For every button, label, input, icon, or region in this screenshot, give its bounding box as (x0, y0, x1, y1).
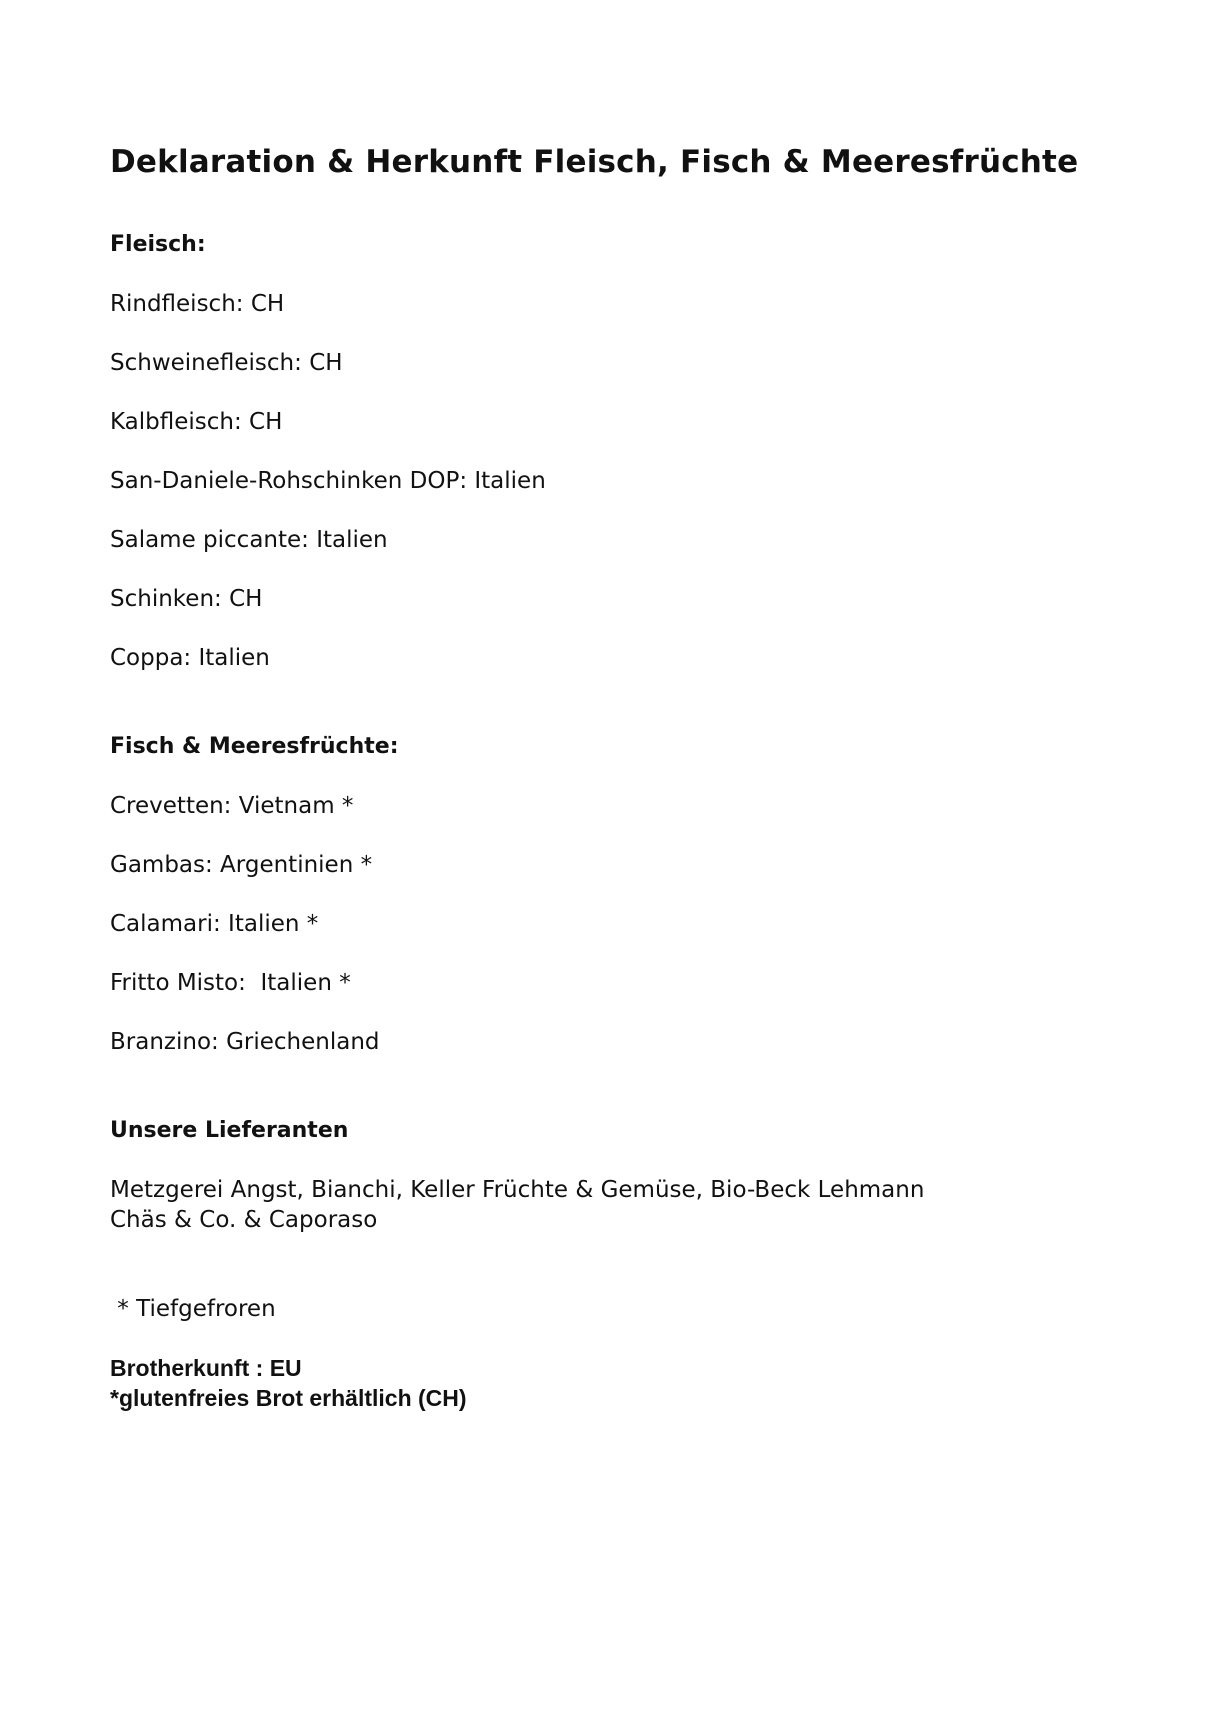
glutenfree-note: *glutenfreies Brot erhältlich (CH) (110, 1385, 467, 1411)
document-content (110, 138, 1130, 1413)
list-item: Calamari: Italien * (110, 911, 319, 937)
fleisch-list (110, 289, 1130, 673)
list-item: Kalbfleisch: CH (110, 409, 283, 435)
list-item: Branzino: Griechenland (110, 1029, 380, 1055)
list-item: Coppa: Italien (110, 645, 270, 671)
list-item: Salame piccante: Italien (110, 527, 388, 553)
suppliers-line: Metzgerei Angst, Bianchi, Keller Früchte & Gemüse, Bio-Beck Lehmann (110, 1177, 925, 1203)
list-item: Schinken: CH (110, 586, 263, 612)
list-item: Gambas: Argentinien * (110, 852, 373, 878)
suppliers-text (110, 1175, 1130, 1235)
section-heading-fisch: Fisch & Meeresfrüchte: (110, 734, 399, 759)
list-item: Schweinefleisch: CH (110, 350, 343, 376)
suppliers-line: Chäs & Co. & Caporaso (110, 1207, 378, 1233)
list-item: Rindfleisch: CH (110, 291, 285, 317)
footnote-frozen: * Tiefgefroren (110, 1296, 276, 1322)
bread-origin: Brotherkunft : EU (110, 1355, 302, 1381)
page-title: Deklaration & Herkunft Fleisch, Fisch & Meeresfrüchte (110, 144, 1079, 180)
fisch-list (110, 791, 1130, 1057)
section-heading-lieferanten: Unsere Lieferanten (110, 1118, 349, 1143)
list-item: Fritto Misto: Italien * (110, 970, 351, 996)
list-item: San-Daniele-Rohschinken DOP: Italien (110, 468, 546, 494)
section-heading-fleisch: Fleisch: (110, 232, 206, 257)
bread-info (110, 1353, 1130, 1413)
list-item: Crevetten: Vietnam * (110, 793, 354, 819)
